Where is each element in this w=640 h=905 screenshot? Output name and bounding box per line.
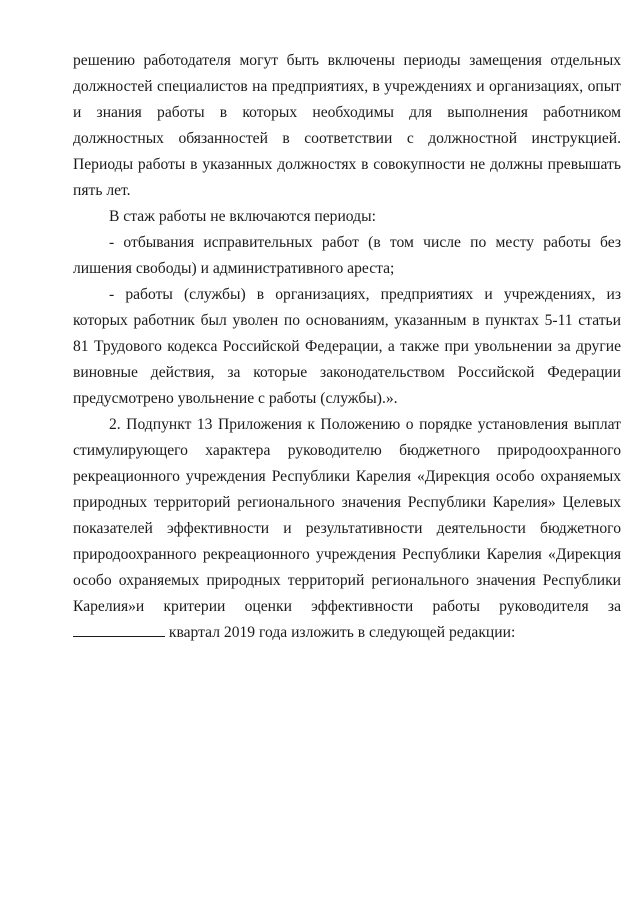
paragraph-4: - работы (службы) в организациях, предприятиях и учреждениях, из которых работник был уволен по основаниям, указанным в пунктах 5-11 статьи 81 Трудового кодекса Российской Федерации, а также при увольнении за другие виновные действия, за которые законодательством Российской Федерации предусмотрено увольнение с работы (службы).».: [73, 286, 621, 407]
paragraph-1: решению работодателя могут быть включены периоды замещения отдельных должностей специалистов на предприятиях, в учреждениях и организациях, опыт и знания работы в которых необходимы для выполнения работником должностных обязанностей в соответствии с должностной инструкцией. Периоды работы в указанных должностях в совокупности не должны превышать пять лет.: [73, 52, 621, 199]
paragraph-3: - отбывания исправительных работ (в том числе по месту работы без лишения свободы) и административного ареста;: [73, 234, 621, 277]
paragraph-5-text: 2. Подпункт 13 Приложения к Положению о порядке установления выплат стимулирующего характера руководителю бюджетного природоохранного рекреационного учреждения Республики Карелия «Дирекция особо охраняемых природных территорий регионального значения Республики Карелия» Целевых показателей эффективности и результативности деятельности бюджетного природоохранного рекреационного учреждения Республики Карелия «Дирекция особо охраняемых природных территорий регионального значения Республики Карелия»и критерии оценки эффективности работы руководителя за: [73, 416, 621, 615]
paragraph-5: [73, 412, 621, 646]
paragraph-5-end: квартал 2019 года изложить в следующей редакции:: [168, 624, 516, 641]
blank-fill-line: [73, 622, 165, 637]
document-body: [73, 48, 621, 646]
paragraph-2: В стаж работы не включаются периоды:: [109, 208, 376, 225]
